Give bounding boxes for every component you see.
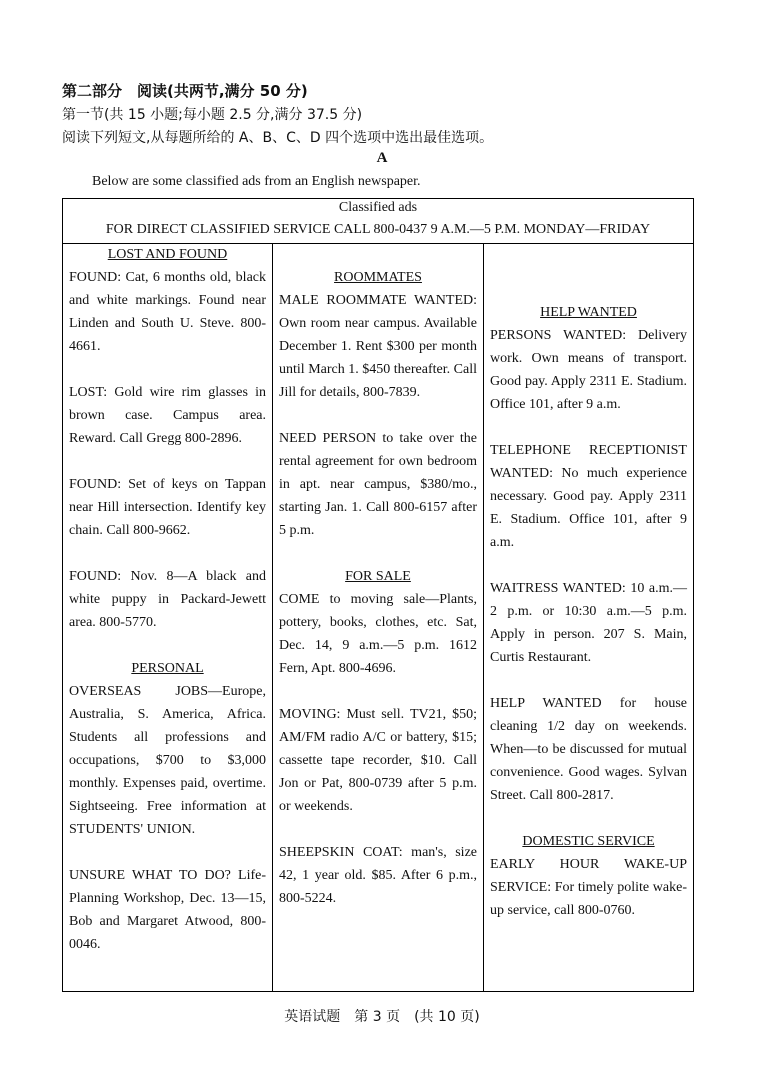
- ad-item: LOST: Gold wire rim glasses in brown case. Campus area. Reward. Call Gregg 800-2896.: [69, 385, 266, 446]
- section-heading-domestic-service: DOMESTIC SERVICE: [522, 834, 655, 849]
- ad-item: FOUND: Set of keys on Tappan near Hill intersection. Identify key chain. Call 800-9662.: [69, 477, 266, 538]
- ad-item: NEED PERSON to take over the rental agreement for own bedroom in apt. near campus, $380/mo., starting Jan. 1. Call 800-6157 after 5 p.m.: [279, 431, 477, 538]
- ad-item: HELP WANTED for house cleaning 1/2 day on weekends. When—to be discussed for mutual convenience. Good wages. Sylvan Street. Call 800-2817.: [490, 696, 687, 803]
- section-heading-roommates: ROOMMATES: [334, 270, 422, 285]
- section-title: 第一节(共 15 小题;每小题 2.5 分,满分 37.5 分): [62, 107, 363, 123]
- table-header: [63, 199, 693, 244]
- ad-item: MALE ROOMMATE WANTED: Own room near campus. Available December 1. Rent $300 per month until March 1. $450 thereafter. Call Jill for details, 800-7839.: [279, 293, 477, 400]
- ad-item: COME to moving sale—Plants, pottery, books, clothes, etc. Sat, Dec. 14, 9 a.m.—5 p.m. 1612 Fern, Apt. 800-4696.: [279, 592, 477, 676]
- ad-item: TELEPHONE RECEPTIONIST WANTED: No much experience necessary. Good pay. Apply 2311 E. Stadium. Office 101, after 9 a.m.: [490, 443, 687, 550]
- ad-item: PERSONS WANTED: Delivery work. Own means of transport. Good pay. Apply 2311 E. Stadium. Office 101, after 9 a.m.: [490, 328, 687, 412]
- column-right: [484, 243, 693, 991]
- section-heading-help-wanted: HELP WANTED: [540, 305, 637, 320]
- ad-item: UNSURE WHAT TO DO? Life-Planning Workshop, Dec. 13—15, Bob and Margaret Atwood, 800-0046.: [69, 868, 266, 952]
- ad-item: MOVING: Must sell. TV21, $50; AM/FM radio A/C or battery, $15; cassette tape recorder, $10. Call Jon or Pat, 800-0739 after 5 p.m. or weekends.: [279, 707, 477, 814]
- passage-letter: A: [376, 150, 388, 166]
- section-heading-lost-found: LOST AND FOUND: [107, 247, 228, 262]
- table-subtitle: FOR DIRECT CLASSIFIED SERVICE CALL 800-0437 9 A.M.—5 P.M. MONDAY—FRIDAY: [105, 222, 651, 237]
- instruction: 阅读下列短文,从每题所给的 A、B、C、D 四个选项中选出最佳选项。: [62, 130, 494, 146]
- column-middle: [273, 243, 484, 991]
- section-heading-for-sale: FOR SALE: [345, 569, 411, 584]
- ad-item: OVERSEAS JOBS—Europe, Australia, S. America, Africa. Students all professions and occupations, $700 to $3,000 monthly. Expenses paid, overtime. Sightseeing. Free information at STUDENTS' UNION.: [69, 684, 266, 837]
- ad-item: SHEEPSKIN COAT: man's, size 42, 1 year old. $85. After 6 p.m., 800-5224.: [279, 845, 477, 906]
- ad-item: FOUND: Cat, 6 months old, black and white markings. Found near Linden and South U. Steve. 800-4661.: [69, 270, 266, 354]
- table-title: Classified ads: [338, 200, 418, 215]
- section-heading-personal: PERSONAL: [131, 661, 204, 676]
- column-left: [63, 243, 273, 991]
- passage-intro: Below are some classified ads from an English newspaper.: [92, 174, 421, 189]
- page-footer: 英语试题 第 3 页 (共 10 页): [284, 1009, 480, 1025]
- classified-ads-table: [62, 198, 694, 992]
- part-title: 第二部分 阅读(共两节,满分 50 分): [62, 82, 308, 100]
- ad-item: WAITRESS WANTED: 10 a.m.—2 p.m. or 10:30 a.m.—5 p.m. Apply in person. 207 S. Main, Curtis Restaurant.: [490, 581, 687, 665]
- ad-item: FOUND: Nov. 8—A black and white puppy in Packard-Jewett area. 800-5770.: [69, 569, 266, 630]
- ad-item: EARLY HOUR WAKE-UP SERVICE: For timely polite wake-up service, call 800-0760.: [490, 857, 687, 918]
